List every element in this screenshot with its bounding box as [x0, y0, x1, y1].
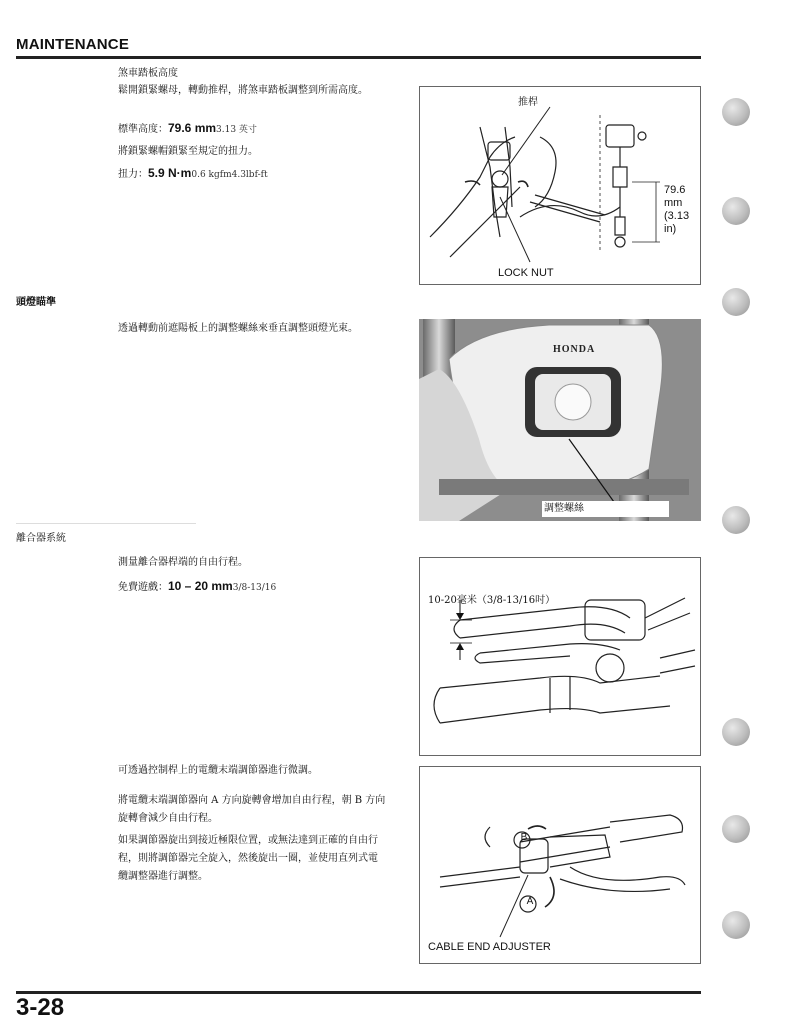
section-tab-dot-6: [722, 815, 750, 843]
headlight-instruction: 透過轉動前遮陽板上的調整螺絲來垂直調整頭燈光束。: [118, 323, 358, 334]
limit-text: [118, 832, 378, 886]
freeplay-value: 10 – 20 mm: [168, 579, 233, 593]
dimension-unit: mm: [664, 197, 683, 209]
torque-spec: [118, 164, 268, 184]
dimension-label: [664, 184, 689, 236]
push-rod-label: 推桿: [518, 97, 538, 108]
header-rule: [16, 56, 701, 59]
direction-text-line-1: 將電纜末端調節器向 A 方向旋轉會增加自由行程，朝 B 方向: [118, 795, 386, 806]
dimension-imperial: (3.13: [664, 210, 690, 222]
std-imperial: 3.13 英寸: [216, 125, 257, 135]
cable-adjuster-illustration: [420, 767, 700, 963]
brake-heading: 煞車踏板高度: [118, 68, 178, 79]
direction-text: [118, 792, 385, 828]
freeplay-imperial: 3/8-13/16: [232, 583, 277, 593]
section-tab-dot-3: [722, 288, 750, 316]
brake-pedal-figure: [419, 86, 701, 285]
clutch-freeplay-figure: [419, 557, 701, 756]
cable-end-adjuster-figure: [419, 766, 701, 964]
marker-b: B: [520, 832, 528, 843]
freeplay-label: 免費遊戲：: [118, 582, 168, 593]
section-tab-dot-5: [722, 718, 750, 746]
honda-brand-label: HONDA: [553, 344, 596, 355]
brake-instruction: 鬆開鎖緊螺母，轉動推桿，將煞車踏板調整到所需高度。: [118, 85, 368, 96]
clutch-measure-text: 測量離合器桿端的自由行程。: [118, 557, 248, 568]
section-tab-dot-7: [722, 911, 750, 939]
freeplay-spec: [118, 577, 276, 597]
limit-text-line-3: 纜調整器進行調整。: [118, 871, 208, 882]
brake-pedal-illustration: [420, 87, 700, 284]
lock-nut-label: LOCK NUT: [498, 267, 554, 279]
clutch-heading-rule: [16, 523, 196, 524]
direction-text-line-2: 旋轉會減少自由行程。: [118, 813, 218, 824]
adjusting-screw-label: 調整螺絲: [542, 501, 669, 517]
cable-end-adjuster-caption: CABLE END ADJUSTER: [428, 941, 551, 953]
std-label: 標準高度：: [118, 124, 168, 135]
std-value: 79.6 mm: [168, 121, 217, 135]
clutch-heading: 離合器系統: [16, 533, 66, 544]
footer-rule: [16, 991, 701, 994]
fine-adjust-text: 可透過控制桿上的電纜末端調節器進行微調。: [118, 765, 318, 776]
marker-a: A: [526, 896, 534, 907]
torque-imperial: 0.6 kgfm4.3lbf-ft: [191, 170, 268, 180]
section-tab-dot-4: [722, 506, 750, 534]
section-tab-dot-1: [722, 98, 750, 126]
headlight-photo: [419, 319, 701, 521]
page-header-title: MAINTENANCE: [16, 36, 130, 53]
page-number: 3-28: [16, 994, 65, 1021]
freeplay-range-label: 10-20毫米（3/8-13/16吋）: [428, 595, 556, 606]
dimension-value: 79.6: [664, 184, 686, 196]
brake-standard-height: [118, 119, 257, 139]
torque-label: 扭力：: [118, 169, 148, 180]
clutch-lever-illustration: [420, 558, 700, 755]
limit-text-line-1: 如果調節器旋出到接近極限位置，或無法達到正確的自由行: [118, 835, 378, 846]
headlight-heading: 頭燈瞄準: [16, 297, 56, 308]
torque-value: 5.9 N·m: [148, 166, 192, 180]
dimension-imperial-unit: in): [664, 223, 677, 235]
limit-text-line-2: 程，則將調節器完全旋入，然後旋出一圈，並使用直列式電: [118, 853, 378, 864]
section-tab-dot-2: [722, 197, 750, 225]
torque-instruction: 將鎖緊螺帽鎖緊至規定的扭力。: [118, 146, 258, 157]
